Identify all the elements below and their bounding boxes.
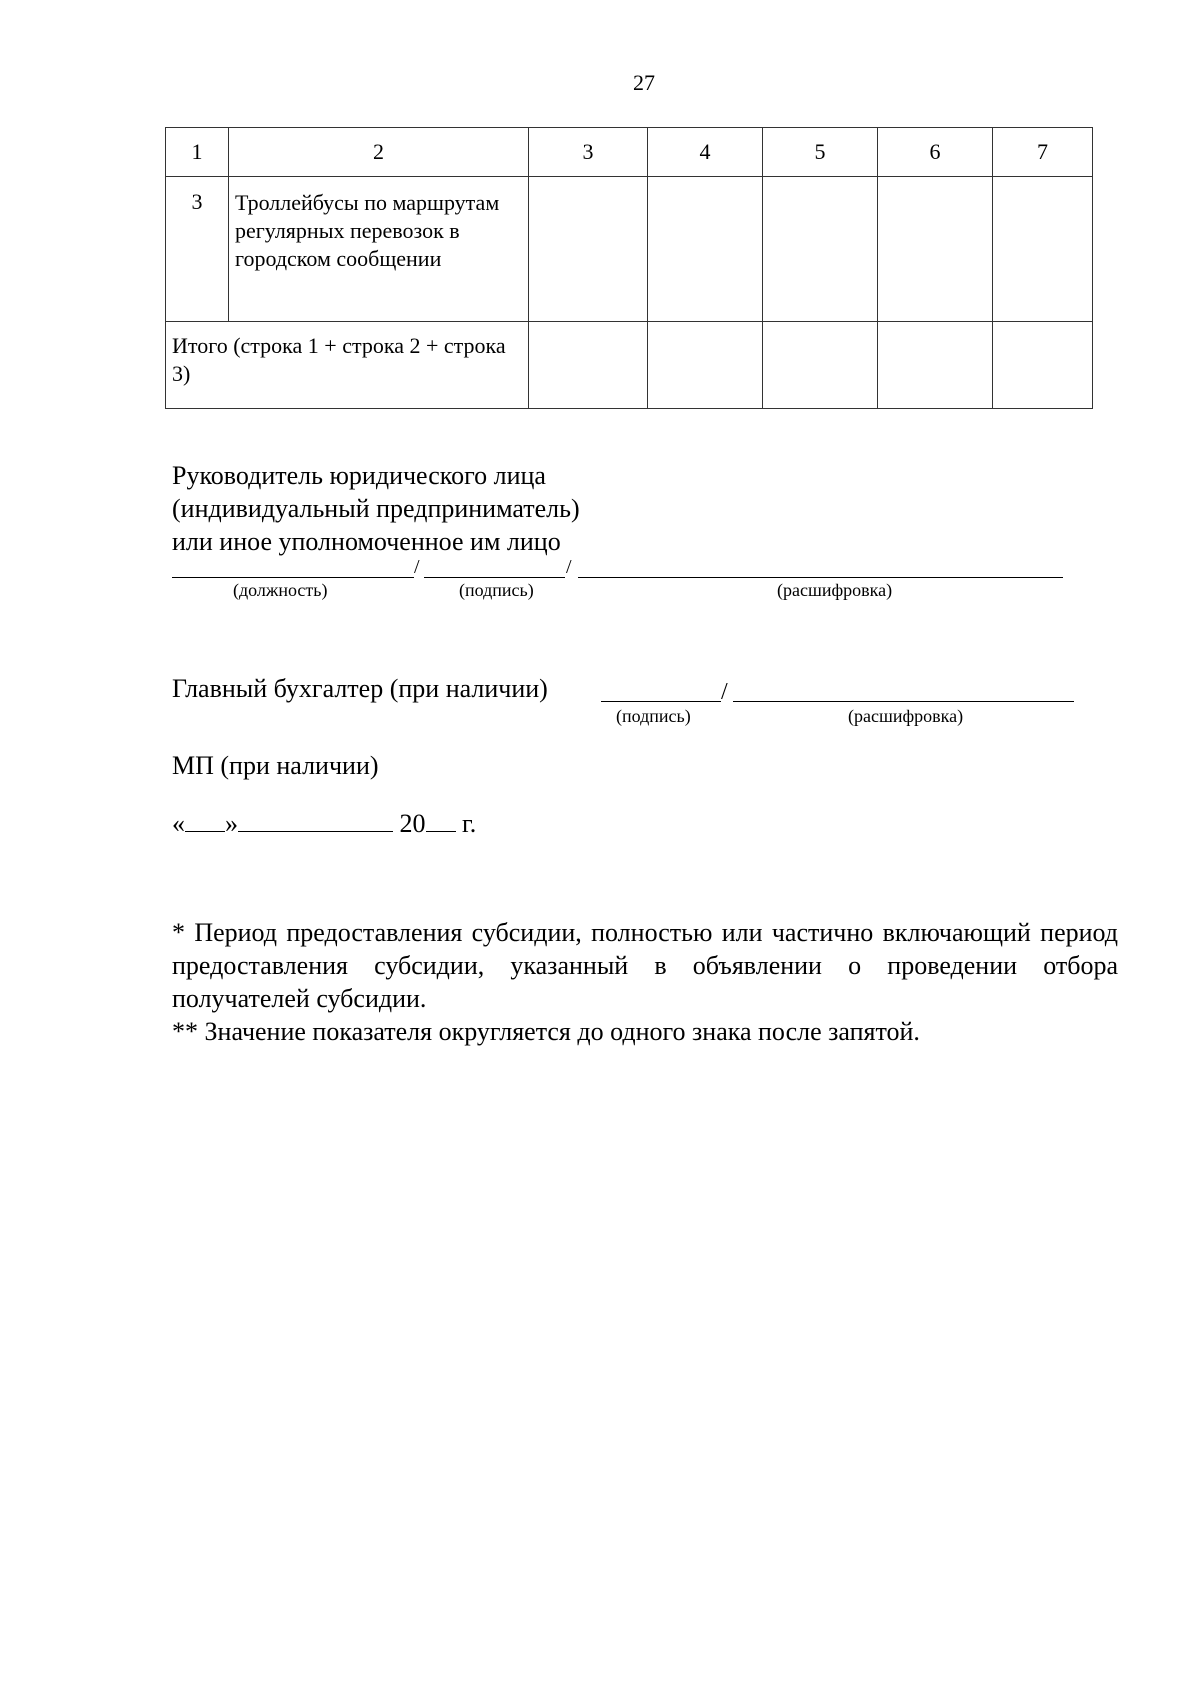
separator: / <box>566 556 572 578</box>
footnotes <box>172 916 1118 1048</box>
table-cell <box>648 322 763 409</box>
head-signatory-block <box>172 459 580 558</box>
footnote: ** Значение показателя округляется до одного знака после запятой. <box>172 1017 920 1046</box>
table-row <box>166 177 1093 322</box>
accountant-decoding-field[interactable] <box>733 701 1074 702</box>
head-title-line: (индивидуальный предприниматель) <box>172 494 580 523</box>
table-header-cell: 1 <box>166 128 229 177</box>
table-cell <box>878 322 993 409</box>
position-field[interactable] <box>172 577 414 578</box>
table-cell <box>993 322 1093 409</box>
separator: / <box>721 679 728 705</box>
table-cell <box>993 177 1093 322</box>
table-cell <box>529 322 648 409</box>
date-line <box>172 807 476 839</box>
open-quote: « <box>172 809 185 838</box>
table-cell <box>763 322 878 409</box>
close-quote: » <box>225 809 238 838</box>
caption-position: (должность) <box>233 580 328 600</box>
table-total-row <box>166 322 1093 409</box>
separator: / <box>414 556 420 578</box>
month-field[interactable] <box>238 807 393 832</box>
data-table <box>165 127 1093 409</box>
table-header-cell: 2 <box>229 128 529 177</box>
chief-accountant-label: Главный бухгалтер (при наличии) <box>172 674 548 703</box>
row-number-cell: 3 <box>166 177 229 322</box>
caption-signature: (подпись) <box>459 580 534 600</box>
table-header-cell: 6 <box>878 128 993 177</box>
table-cell <box>529 177 648 322</box>
decoding-field[interactable] <box>578 577 1063 578</box>
head-title-line: или иное уполномоченное им лицо <box>172 527 561 556</box>
caption-signature: (подпись) <box>616 706 691 726</box>
table-cell <box>878 177 993 322</box>
page-number: 27 <box>633 70 655 95</box>
year-field[interactable] <box>426 807 456 832</box>
table-header-cell: 4 <box>648 128 763 177</box>
footnote: * Период предоставления субсидии, полностью или частично включающий период предоставления субсидии, указанный в объявлении о проведении отбора получателей субсидии. <box>172 918 1118 1013</box>
day-field[interactable] <box>185 807 225 832</box>
row-name-cell: Троллейбусы по маршрутам регулярных перевозок в городском сообщении <box>229 177 529 322</box>
stamp-label: МП (при наличии) <box>172 751 379 780</box>
table-header-cell: 3 <box>529 128 648 177</box>
year-prefix: 20 <box>399 809 426 838</box>
signature-field[interactable] <box>424 577 565 578</box>
year-suffix: г. <box>462 809 477 838</box>
accountant-signature-field[interactable] <box>601 701 721 702</box>
table-header-cell: 5 <box>763 128 878 177</box>
head-title-line: Руководитель юридического лица <box>172 461 546 490</box>
total-label-cell: Итого (строка 1 + строка 2 + строка 3) <box>166 322 529 409</box>
caption-decoding: (расшифровка) <box>848 706 964 726</box>
table-header-row <box>166 128 1093 177</box>
caption-decoding: (расшифровка) <box>777 580 893 600</box>
table-header-cell: 7 <box>993 128 1093 177</box>
table-cell <box>763 177 878 322</box>
table-cell <box>648 177 763 322</box>
